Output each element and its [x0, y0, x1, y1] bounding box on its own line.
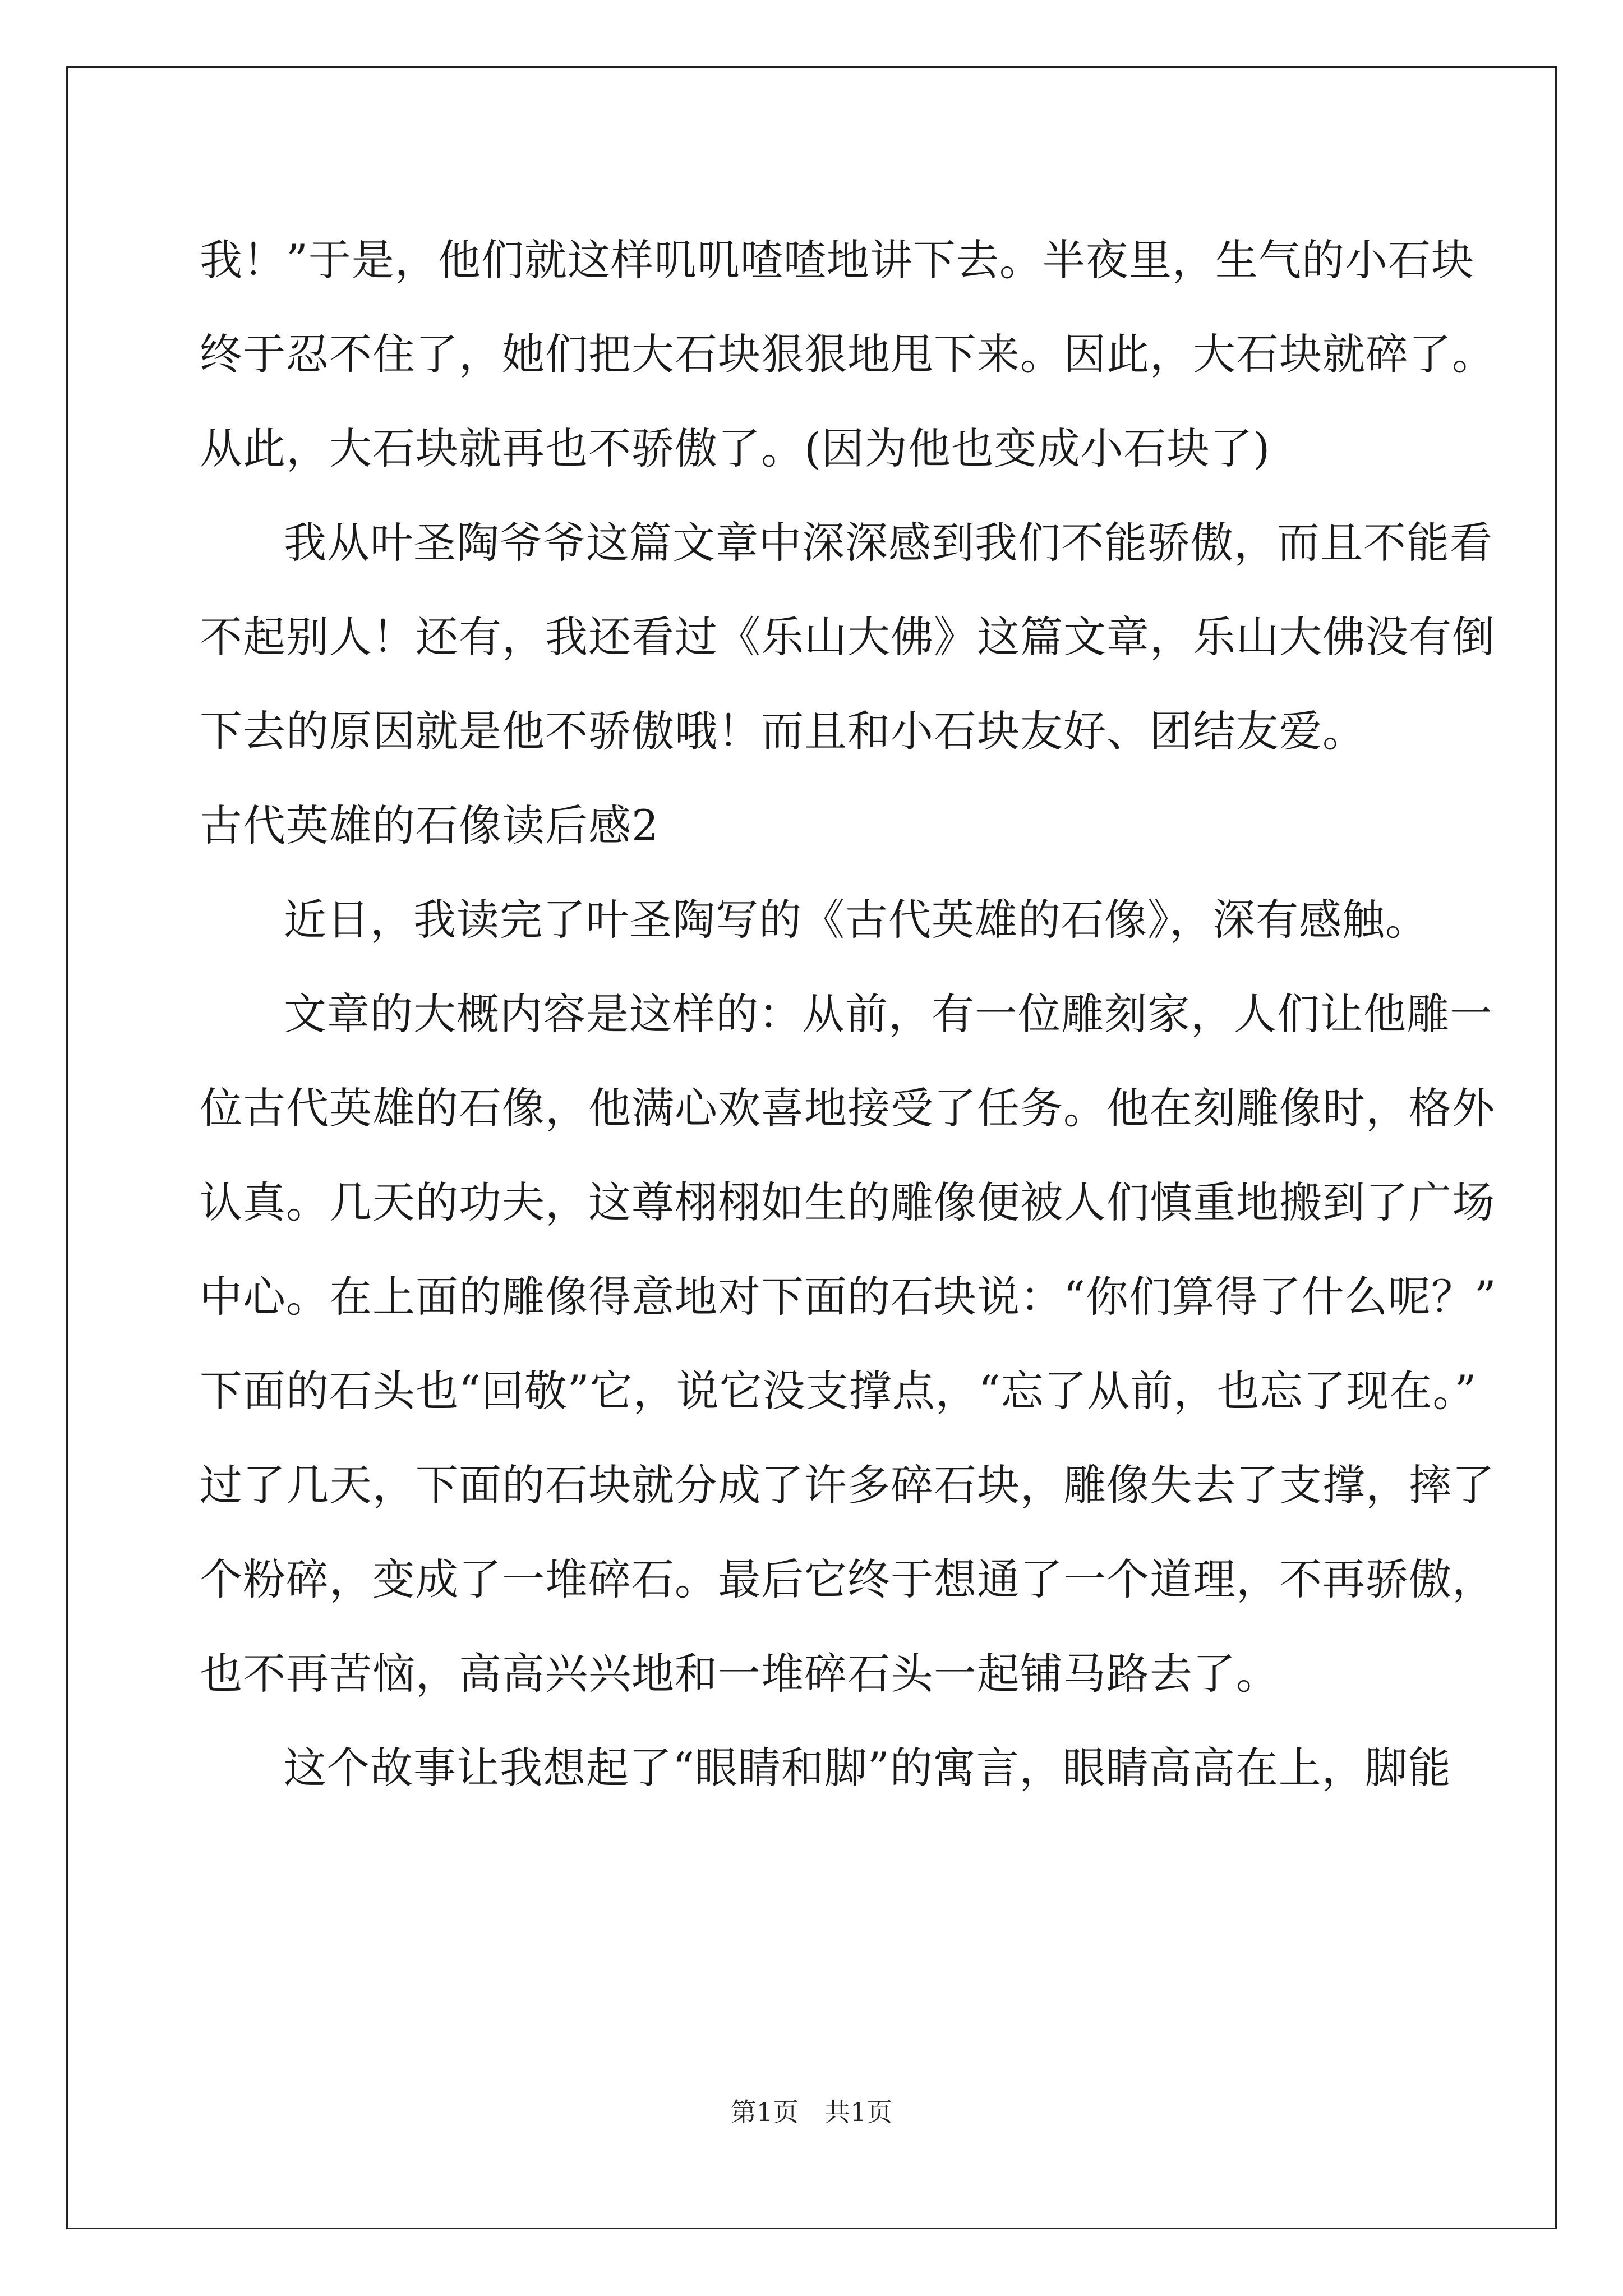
text-line: 个粉碎，变成了一堆碎石。最后它终于想通了一个道理，不再骄傲，	[200, 1554, 1495, 1604]
text-line: 不起别人！还有，我还看过《乐山大佛》这篇文章，乐山大佛没有倒	[200, 612, 1495, 662]
paragraph-start-line: 文章的大概内容是这样的：从前，有一位雕刻家，人们让他雕一	[284, 989, 1493, 1039]
text-line: 中心。在上面的雕像得意地对下面的石块说：“你们算得了什么呢？”	[200, 1272, 1497, 1322]
text-line: 终于忍不住了，她们把大石块狠狠地甩下来。因此，大石块就碎了。	[200, 329, 1495, 379]
text-line: 位古代英雄的石像，他满心欢喜地接受了任务。他在刻雕像时，格外	[200, 1083, 1495, 1133]
text-line: 我！”于是，他们就这样叽叽喳喳地讲下去。半夜里，生气的小石块	[200, 235, 1474, 285]
paragraph-start-line: 我从叶圣陶爷爷这篇文章中深深感到我们不能骄傲，而且不能看	[284, 518, 1493, 568]
text-line: 下面的石头也“回敬”它，说它没支撑点，“忘了从前，也忘了现在。”	[200, 1366, 1477, 1416]
page-total: 共1页	[824, 2097, 893, 2127]
document-body	[200, 213, 1497, 1815]
page-number: 第1页	[730, 2097, 799, 2127]
page-footer	[0, 2095, 1623, 2129]
text-line: 也不再苦恼，高高兴兴地和一堆碎石头一起铺马路去了。	[200, 1649, 1279, 1699]
text-line: 过了几天，下面的石块就分成了许多碎石块，雕像失去了支撑，摔了	[200, 1460, 1495, 1510]
text-line: 从此，大石块就再也不骄傲了。(因为他也变成小石块了)	[200, 424, 1271, 473]
section-heading: 古代英雄的石像读后感2	[200, 800, 660, 850]
paragraph-start-line: 这个故事让我想起了“眼睛和脚”的寓言，眼睛高高在上，脚能	[284, 1743, 1451, 1793]
text-line: 下去的原因就是他不骄傲哦！而且和小石块友好、团结友爱。	[200, 706, 1366, 756]
paragraph-start-line: 近日，我读完了叶圣陶写的《古代英雄的石像》，深有感触。	[284, 895, 1428, 945]
text-line: 认真。几天的功夫，这尊栩栩如生的雕像便被人们慎重地搬到了广场	[200, 1177, 1495, 1227]
